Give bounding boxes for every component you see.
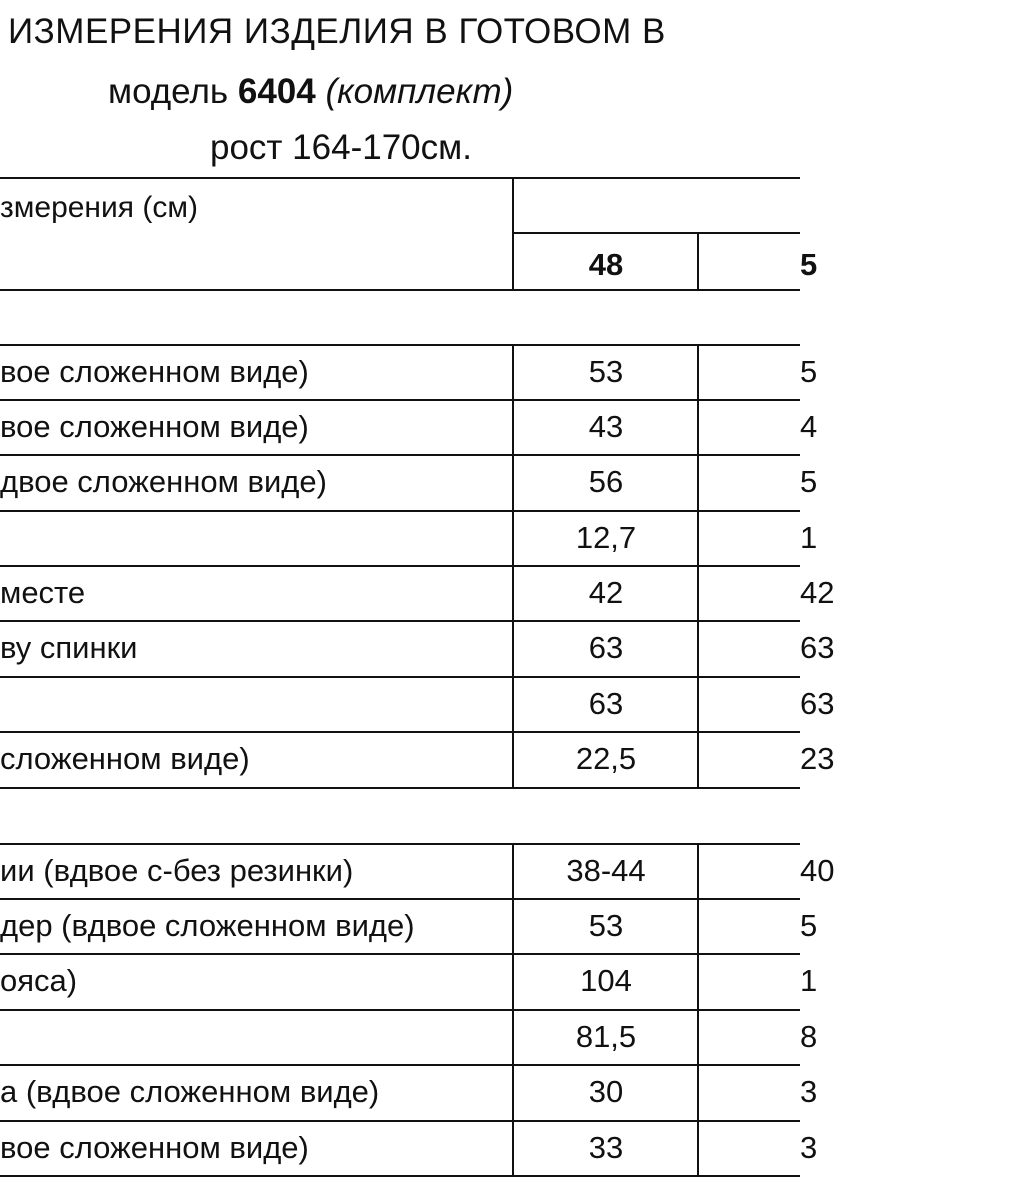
row-label: ву спинки	[0, 630, 138, 665]
row-rule	[0, 565, 800, 567]
row-label: ии (вдвое с-без резинки)	[0, 853, 354, 888]
row-value-next: 3	[800, 1130, 818, 1165]
row-value-48: 12,7	[575, 520, 637, 555]
row-value-48: 53	[588, 908, 624, 943]
section2-bottom-rule	[0, 1175, 800, 1177]
row-value-48: 53	[588, 354, 624, 389]
row-value-48: 56	[588, 464, 624, 499]
row-rule	[0, 731, 800, 733]
column-divider	[512, 843, 514, 1177]
height-line: рост 164-170см.	[210, 128, 472, 167]
header-bottom-rule	[0, 289, 800, 291]
row-value-48: 63	[588, 686, 624, 721]
row-rule	[0, 953, 800, 955]
row-label: дер (вдвое сложенном виде)	[0, 908, 415, 943]
model-prefix: модель	[108, 72, 238, 111]
header-divider	[512, 177, 514, 291]
row-rule	[0, 898, 800, 900]
row-value-next: 40	[800, 853, 835, 888]
size-header-next: 5	[800, 247, 818, 282]
row-label: а (вдвое сложенном виде)	[0, 1074, 380, 1109]
row-value-next: 4	[800, 409, 818, 444]
row-rule	[0, 676, 800, 678]
row-value-48: 81,5	[575, 1019, 637, 1054]
row-label: вое сложенном виде)	[0, 409, 309, 444]
row-value-next: 23	[800, 741, 835, 776]
section1-bottom-rule	[0, 787, 800, 789]
row-label: вое сложенном виде)	[0, 1130, 309, 1165]
model-note: (комплект)	[325, 72, 514, 111]
row-value-48: 43	[588, 409, 624, 444]
section1-top-rule	[0, 344, 800, 346]
header-divider-2	[697, 232, 699, 291]
row-label: двое сложенном виде)	[0, 464, 327, 499]
section2-top-rule	[0, 843, 800, 845]
table-border-top	[0, 177, 800, 179]
row-value-next: 5	[800, 464, 818, 499]
row-value-48: 42	[588, 575, 624, 610]
row-label: сложенном виде)	[0, 741, 250, 776]
row-value-48: 22,5	[575, 741, 637, 776]
row-value-next: 63	[800, 686, 835, 721]
size-header-48: 48	[588, 247, 624, 282]
row-value-48: 30	[588, 1074, 624, 1109]
row-rule	[0, 510, 800, 512]
row-value-next: 42	[800, 575, 835, 610]
size-header-rule	[512, 232, 800, 234]
row-label: ояса)	[0, 963, 78, 998]
model-line	[108, 72, 908, 112]
row-value-48: 63	[588, 630, 624, 665]
row-value-next: 5	[800, 354, 818, 389]
row-rule	[0, 1064, 800, 1066]
row-value-next: 3	[800, 1074, 818, 1109]
row-rule	[0, 1120, 800, 1122]
row-label: месте	[0, 575, 86, 610]
row-value-48: 104	[580, 963, 632, 998]
column-header-measurements: змерения (см)	[0, 191, 198, 224]
document-title: ИЗМЕРЕНИЯ ИЗДЕЛИЯ В ГОТОВОМ В	[8, 12, 666, 51]
row-value-48: 38-44	[566, 853, 646, 888]
model-number: 6404	[237, 72, 316, 111]
row-label: вое сложенном виде)	[0, 354, 309, 389]
row-rule	[0, 620, 800, 622]
row-rule	[0, 1009, 800, 1011]
row-value-next: 5	[800, 908, 818, 943]
row-rule	[0, 399, 800, 401]
row-value-next: 1	[800, 963, 818, 998]
row-value-next: 63	[800, 630, 835, 665]
row-value-next: 8	[800, 1019, 818, 1054]
column-divider	[697, 843, 699, 1177]
row-value-next: 1	[800, 520, 818, 555]
row-value-48: 33	[588, 1130, 624, 1165]
row-rule	[0, 454, 800, 456]
